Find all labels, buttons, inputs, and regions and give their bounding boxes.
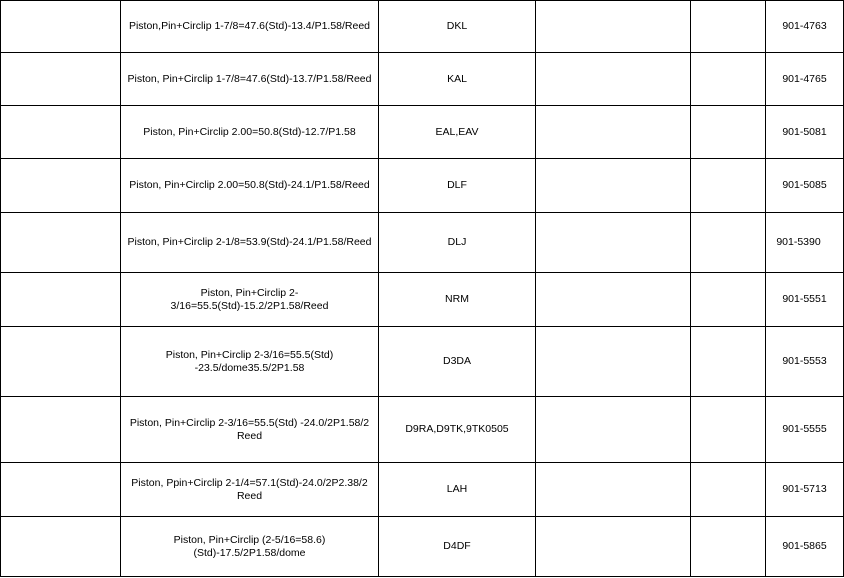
description-cell: Piston, Pin+Circlip 2-3/16=55.5(Std) -24.0/2P1.58/2 Reed bbox=[121, 397, 379, 463]
empty-cell bbox=[1, 463, 121, 517]
empty-cell bbox=[536, 1, 691, 53]
description-cell: Piston,Pin+Circlip 1-7/8=47.6(Std)-13.4/P1.58/Reed bbox=[121, 1, 379, 53]
empty-cell bbox=[691, 213, 766, 273]
code-cell: D4DF bbox=[379, 517, 536, 577]
empty-cell bbox=[1, 1, 121, 53]
description-cell: Piston, Pin+Circlip 1-7/8=47.6(Std)-13.7/P1.58/Reed bbox=[121, 53, 379, 106]
description-cell: Piston, Pin+Circlip 2.00=50.8(Std)-12.7/P1.58 bbox=[121, 106, 379, 159]
empty-cell bbox=[536, 53, 691, 106]
description-cell: Piston, Pin+Circlip (2-5/16=58.6)(Std)-17.5/2P1.58/dome bbox=[121, 517, 379, 577]
empty-cell bbox=[691, 159, 766, 213]
code-cell: D9RA,D9TK,9TK0505 bbox=[379, 397, 536, 463]
table-row bbox=[1, 53, 844, 106]
code-cell: KAL bbox=[379, 53, 536, 106]
table-row bbox=[1, 106, 844, 159]
empty-cell bbox=[1, 327, 121, 397]
code-cell: D3DA bbox=[379, 327, 536, 397]
code-cell: LAH bbox=[379, 463, 536, 517]
part-number-cell: 901-5553 bbox=[766, 327, 844, 397]
empty-cell bbox=[536, 327, 691, 397]
empty-cell bbox=[536, 106, 691, 159]
description-cell: Piston, Pin+Circlip 2.00=50.8(Std)-24.1/P1.58/Reed bbox=[121, 159, 379, 213]
empty-cell bbox=[536, 397, 691, 463]
empty-cell bbox=[1, 159, 121, 213]
empty-cell bbox=[691, 397, 766, 463]
table-row bbox=[1, 273, 844, 327]
empty-cell bbox=[1, 517, 121, 577]
part-number-cell: 901-4765 bbox=[766, 53, 844, 106]
empty-cell bbox=[691, 463, 766, 517]
part-number-cell: 901-5865 bbox=[766, 517, 844, 577]
part-number-cell: 901-5551 bbox=[766, 273, 844, 327]
description-cell: Piston, Pin+Circlip 2-1/8=53.9(Std)-24.1/P1.58/Reed bbox=[121, 213, 379, 273]
part-number-cell: 901-5081 bbox=[766, 106, 844, 159]
table-row bbox=[1, 159, 844, 213]
code-cell: NRM bbox=[379, 273, 536, 327]
part-number-cell: 901-5390 bbox=[766, 213, 844, 273]
empty-cell bbox=[691, 1, 766, 53]
code-cell: EAL,EAV bbox=[379, 106, 536, 159]
part-number-cell: 901-5713 bbox=[766, 463, 844, 517]
empty-cell bbox=[536, 273, 691, 327]
part-number-cell: 901-5555 bbox=[766, 397, 844, 463]
empty-cell bbox=[691, 327, 766, 397]
table-row bbox=[1, 517, 844, 577]
empty-cell bbox=[1, 106, 121, 159]
empty-cell bbox=[691, 106, 766, 159]
empty-cell bbox=[536, 213, 691, 273]
empty-cell bbox=[1, 273, 121, 327]
table-row bbox=[1, 327, 844, 397]
description-cell: Piston, Pin+Circlip 2-3/16=55.5(Std) -23.5/dome35.5/2P1.58 bbox=[121, 327, 379, 397]
table-row bbox=[1, 397, 844, 463]
empty-cell bbox=[536, 517, 691, 577]
table-row bbox=[1, 1, 844, 53]
code-cell: DLJ bbox=[379, 213, 536, 273]
description-cell: Piston, Pin+Circlip 2-3/16=55.5(Std)-15.2/2P1.58/Reed bbox=[121, 273, 379, 327]
table-row bbox=[1, 463, 844, 517]
code-cell: DLF bbox=[379, 159, 536, 213]
part-number-cell: 901-4763 bbox=[766, 1, 844, 53]
part-number-cell: 901-5085 bbox=[766, 159, 844, 213]
table-row bbox=[1, 213, 844, 273]
empty-cell bbox=[1, 53, 121, 106]
code-cell: DKL bbox=[379, 1, 536, 53]
empty-cell bbox=[1, 397, 121, 463]
description-cell: Piston, Ppin+Circlip 2-1/4=57.1(Std)-24.0/2P2.38/2 Reed bbox=[121, 463, 379, 517]
empty-cell bbox=[536, 159, 691, 213]
empty-cell bbox=[691, 53, 766, 106]
empty-cell bbox=[1, 213, 121, 273]
empty-cell bbox=[691, 273, 766, 327]
empty-cell bbox=[691, 517, 766, 577]
empty-cell bbox=[536, 463, 691, 517]
